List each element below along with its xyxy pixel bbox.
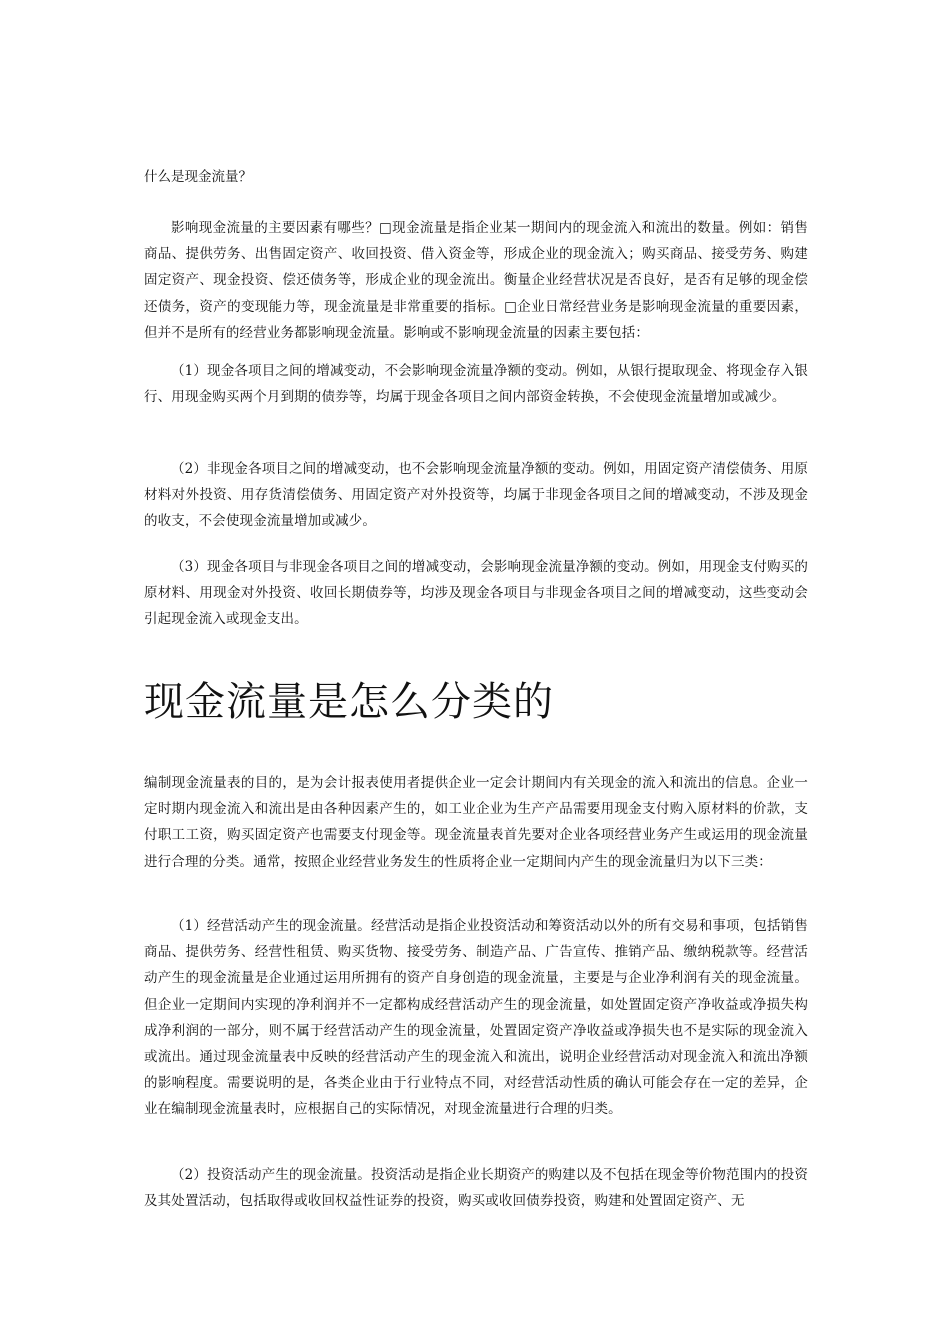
classification-item-1: （1）经营活动产生的现金流量。经营活动是指企业投资活动和筹资活动以外的所有交易和事项，包括销售商品、提供劳务、经营性租赁、购买货物、接受劳务、制造产品、广告宣传、推销产品、缴纳税款等。经营活动产生的现金流量是企业通过运用所拥有的资产自身创造的现金流量，主要是与企业净利润有关的现金流量。但企业一定期间内实现的净利润并不一定都构成经营活动产生的现金流量，如处置固定资产净收益或净损失构成净利润的一部分，则不属于经营活动产生的现金流量，处置固定资产净收益或净损失也不是实际的现金流入或流出。通过现金流量表中反映的经营活动产生的现金流入和流出，说明企业经营活动对现金流入和流出净额的影响程度。需要说明的是，各类企业由于行业特点不同，对经营活动性质的确认可能会存在一定的差异，企业在编制现金流量表时，应根据自己的实际情况，对现金流量进行合理的归类。 <box>144 918 808 1118</box>
factor-item-2: （2）非现金各项目之间的增减变动，也不会影响现金流量净额的变动。例如，用固定资产清偿债务、用原材料对外投资、用存货清偿债务、用固定资产对外投资等，均属于非现金各项目之间的增减变动，不涉及现金的收支，不会使现金流量增加或减少。 <box>144 461 808 530</box>
question-title: 什么是现金流量？ <box>144 169 252 185</box>
section-heading: 现金流量是怎么分类的 <box>144 679 554 725</box>
classification-item-2: （2）投资活动产生的现金流量。投资活动是指企业长期资产的购建以及不包括在现金等价物范围内的投资及其处置活动，包括取得或收回权益性证券的投资，购买或收回债券投资，购建和处置固定资产、无 <box>144 1167 808 1210</box>
classification-intro: 编制现金流量表的目的，是为会计报表使用者提供企业一定会计期间内有关现金的流入和流出的信息。企业一定时期内现金流入和流出是由各种因素产生的，如工业企业为生产产品需要用现金支付购入原材料的价款，支付职工工资，购买固定资产也需要支付现金等。现金流量表首先要对企业各项经营业务产生或运用的现金流量进行合理的分类。通常，按照企业经营业务发生的性质将企业一定期间内产生的现金流量归为以下三类： <box>144 775 808 870</box>
intro-paragraph: 影响现金流量的主要因素有哪些？□现金流量是指企业某一期间内的现金流入和流出的数量。例如：销售商品、提供劳务、出售固定资产、收回投资、借入资金等，形成企业的现金流入；购买商品、接受劳务、购建固定资产、现金投资、偿还债务等，形成企业的现金流出。衡量企业经营状况是否良好，是否有足够的现金偿还债务，资产的变现能力等，现金流量是非常重要的指标。□企业日常经营业务是影响现金流量的重要因素，但并不是所有的经营业务都影响现金流量。影响或不影响现金流量的因素主要包括： <box>144 220 808 341</box>
factor-item-3: （3）现金各项目与非现金各项目之间的增减变动，会影响现金流量净额的变动。例如，用现金支付购买的原材料、用现金对外投资、收回长期债券等，均涉及现金各项目与非现金各项目之间的增减变动，这些变动会引起现金流入或现金支出。 <box>144 559 808 628</box>
factor-item-1: （1）现金各项目之间的增减变动，不会影响现金流量净额的变动。例如，从银行提取现金、将现金存入银行、用现金购买两个月到期的债券等，均属于现金各项目之间内部资金转换，不会使现金流量增加或减少。 <box>144 363 808 406</box>
